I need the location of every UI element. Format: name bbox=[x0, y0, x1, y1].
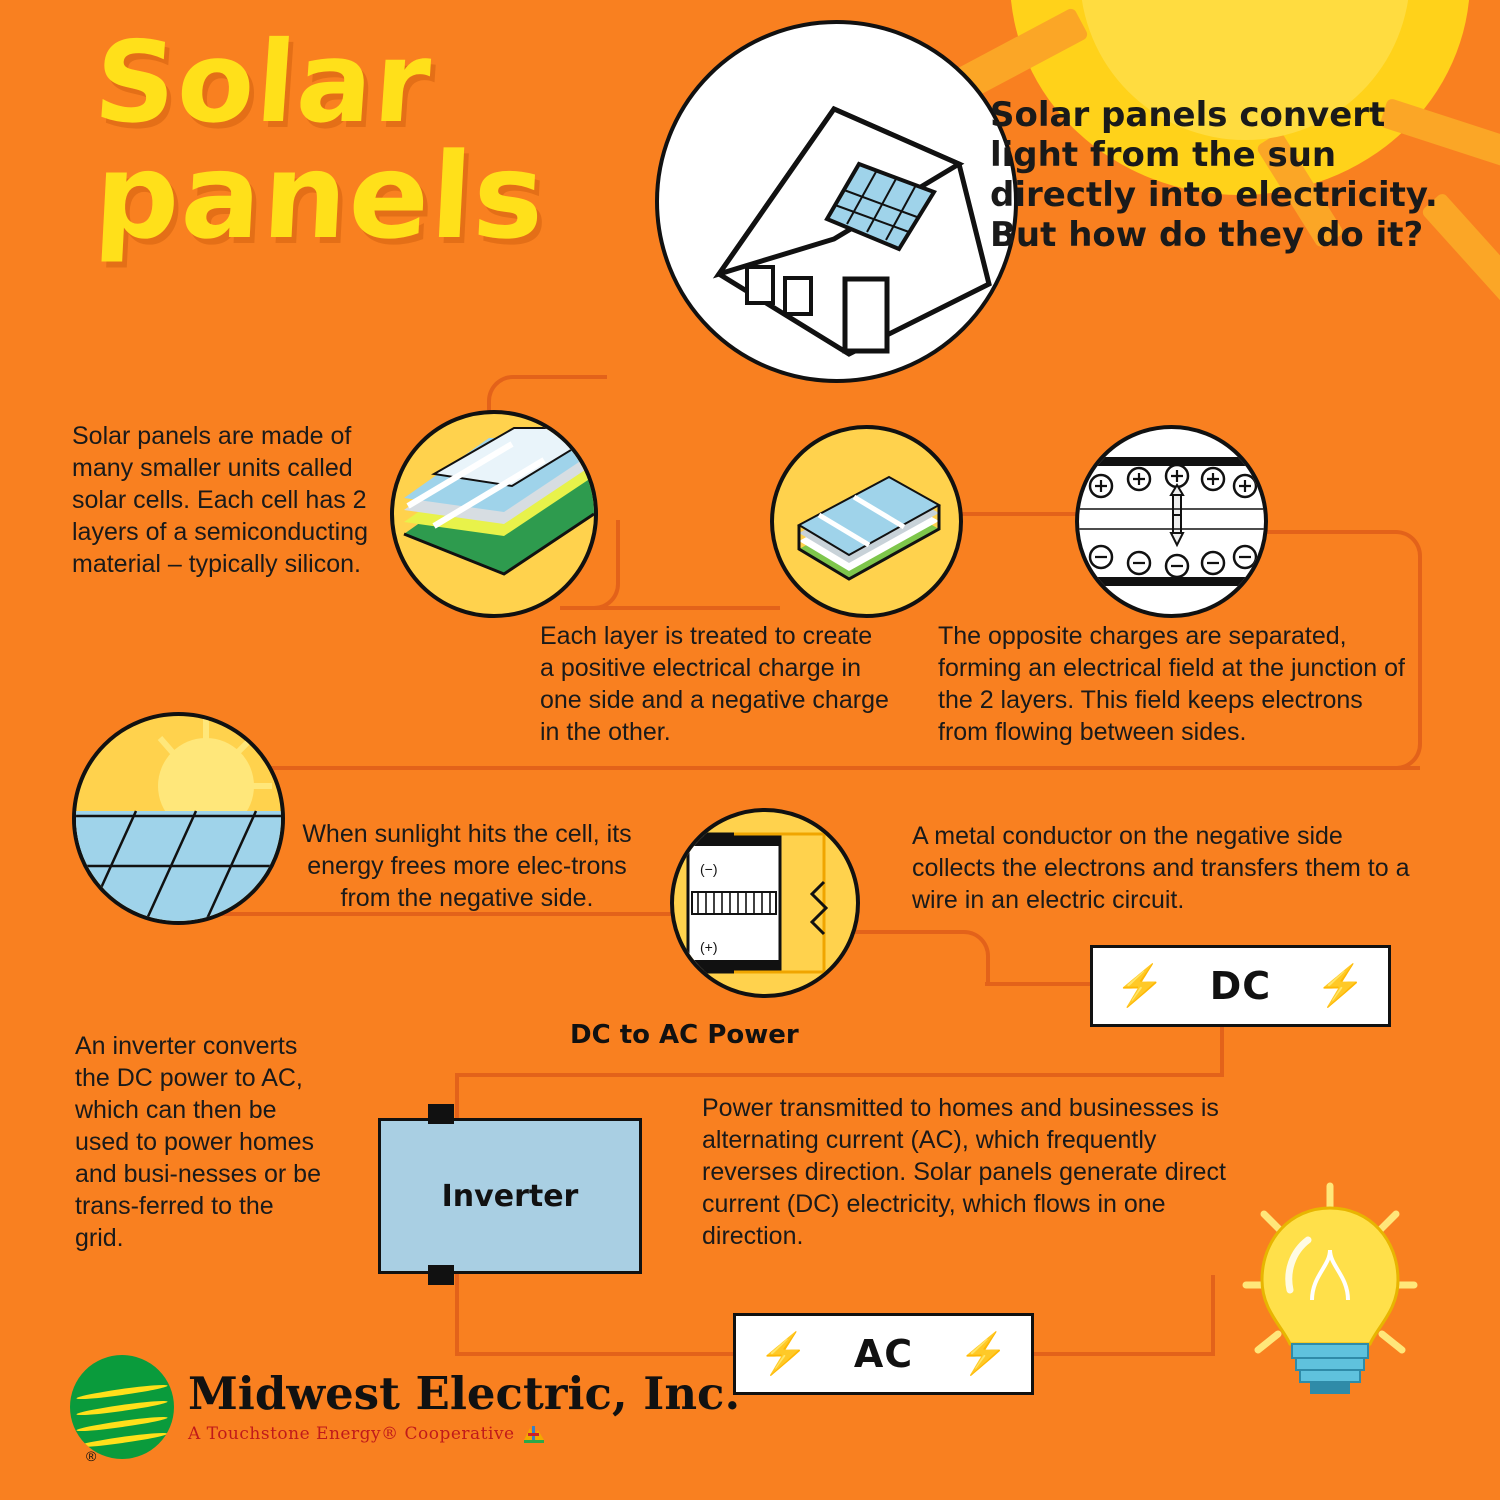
lightning-bolt-icon: ⚡ bbox=[758, 1332, 809, 1376]
dc-to-ac-label: DC to AC Power bbox=[570, 1020, 799, 1050]
lightning-bolt-icon: ⚡ bbox=[1315, 964, 1366, 1008]
light-bulb-icon bbox=[1230, 1180, 1430, 1400]
solar-cell-panel-icon bbox=[770, 425, 963, 618]
company-tagline: A Touchstone Energy® Cooperative bbox=[188, 1423, 515, 1444]
lightning-bolt-icon: ⚡ bbox=[958, 1332, 1009, 1376]
dc-label: DC bbox=[1209, 964, 1272, 1008]
inverter-terminal-top bbox=[428, 1104, 454, 1124]
cell-panel-illustration bbox=[774, 429, 959, 614]
solar-cell-layers-icon bbox=[390, 410, 598, 618]
electric-circuit-icon bbox=[670, 808, 860, 998]
charge-separation-icon bbox=[1075, 425, 1268, 618]
svg-text:(−): (−) bbox=[700, 861, 718, 877]
dc-power-badge bbox=[1090, 945, 1391, 1027]
step-6-text: An inverter converts the DC power to AC, which can then be used to power homes and busi-nesses or be trans-ferred to the grid. bbox=[75, 1032, 321, 1252]
cell-layers-illustration bbox=[394, 414, 594, 614]
logo-text-block bbox=[188, 1366, 741, 1444]
step-5-text: A metal conductor on the negative side collects the electrons and transfers them to a wire in an electric circuit. bbox=[912, 822, 1410, 914]
title-line-1: Solar bbox=[90, 18, 437, 148]
step-4-text: When sunlight hits the cell, its energy frees more elec-trons from the negative side. bbox=[302, 820, 632, 912]
ac-label: AC bbox=[853, 1332, 914, 1376]
connector-bulb-riser bbox=[1211, 1275, 1215, 1355]
connector-circuit-to-dc-2 bbox=[985, 982, 1095, 986]
lightning-bolt-icon: ⚡ bbox=[1115, 964, 1166, 1008]
logo-mark-icon bbox=[70, 1355, 174, 1459]
connector-inverter-top bbox=[455, 1073, 459, 1121]
company-logo bbox=[70, 1355, 740, 1459]
inverter-label: Inverter bbox=[441, 1178, 579, 1214]
house-illustration bbox=[659, 24, 1014, 379]
svg-text:(+): (+) bbox=[700, 939, 718, 955]
step-3-text: The opposite charges are separated, forming an electrical field at the junction of the 2 layers. This field keeps electrons from flowing between sides. bbox=[938, 622, 1405, 746]
step-1-text: Solar panels are made of many smaller units called solar cells. Each cell has 2 layers of a semiconducting material – typically silicon. bbox=[72, 422, 368, 578]
touchstone-energy-icon bbox=[521, 1424, 547, 1444]
headline-text: Solar panels convert light from the sun directly into electricity. But how do they do it? bbox=[990, 95, 1438, 256]
registered-mark: ® bbox=[86, 1448, 97, 1464]
house-with-solar-panel-icon bbox=[655, 20, 1018, 383]
connector-inverter-bottom bbox=[455, 1268, 459, 1354]
step-2-text: Each layer is treated to create a positive electrical charge in one side and a negative charge in the other. bbox=[540, 622, 889, 746]
connector-row2-left-loop bbox=[180, 766, 1420, 770]
charge-separation-illustration bbox=[1079, 429, 1264, 614]
page-title bbox=[90, 18, 655, 266]
company-tagline-row bbox=[188, 1424, 740, 1444]
ac-power-badge bbox=[733, 1313, 1034, 1395]
inverter-terminal-bottom bbox=[428, 1265, 454, 1285]
connector-ac-to-bulb bbox=[1025, 1352, 1215, 1356]
circuit-illustration bbox=[674, 812, 856, 994]
step-7-text: Power transmitted to homes and businesses is alternating current (AC), which frequently reverses direction. Solar panels generate direct current (DC) electricity, which flows in one direction. bbox=[702, 1094, 1226, 1250]
connector-circuit-to-dc bbox=[850, 930, 990, 986]
connector-dc-down bbox=[1220, 1020, 1224, 1075]
sunlight-illustration bbox=[76, 716, 281, 921]
inverter-block bbox=[378, 1118, 642, 1274]
sunlight-hitting-cell-icon bbox=[72, 712, 285, 925]
bulb-illustration bbox=[1230, 1180, 1430, 1400]
company-name: Midwest Electric, Inc. bbox=[188, 1366, 741, 1420]
title-line-2: panels bbox=[91, 127, 550, 266]
connector-dc-to-inverter bbox=[455, 1073, 1224, 1077]
